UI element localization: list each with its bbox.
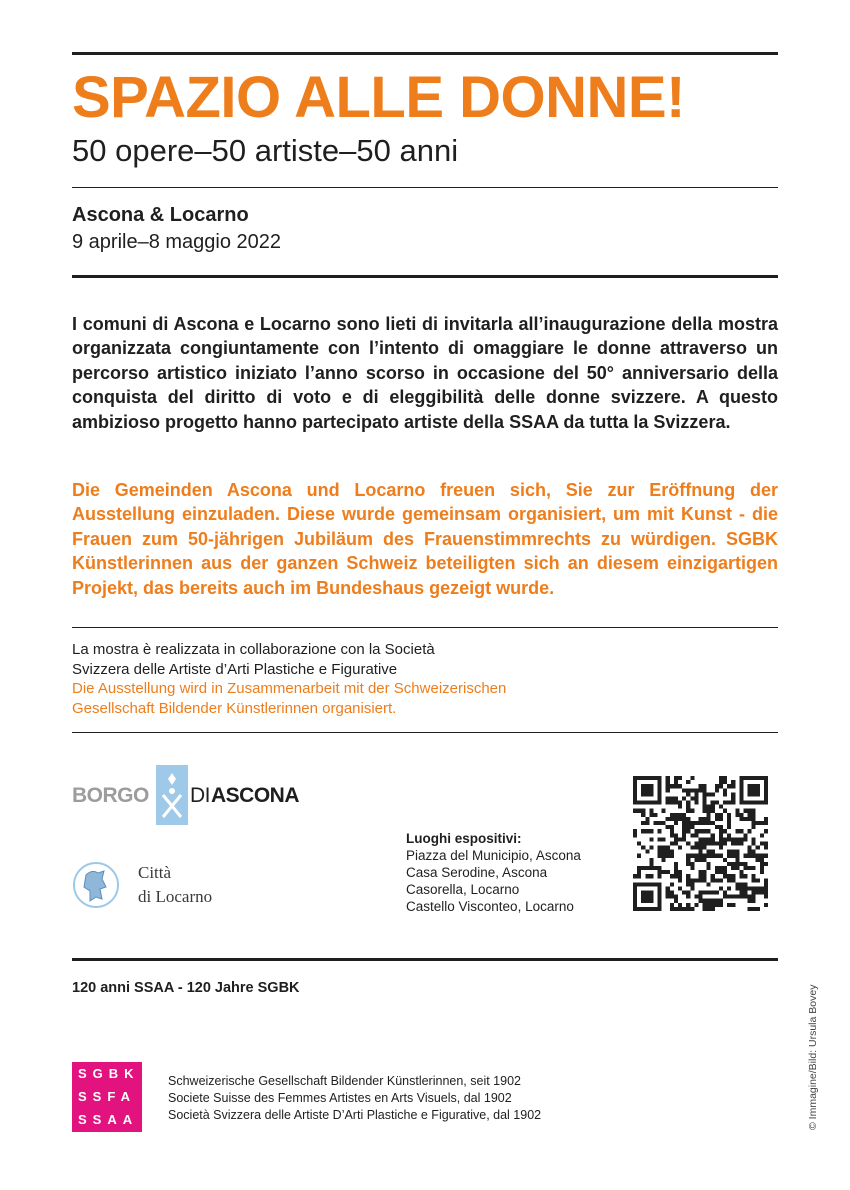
anniversary-line: 120 anni SSAA - 120 Jahre SGBK <box>72 980 300 996</box>
venues-list <box>406 830 581 915</box>
venue-item: Castello Visconteo, Locarno <box>406 899 574 914</box>
intro-german: Die Gemeinden Ascona und Locarno freuen sich, Sie zur Eröffnung der Ausstellung einzuladen. Diese wurde gemeinsam organisiert, um mit Kunst - die Frauen zum 50-jährigen Jubiläum des Frauenstimmrechts zu würdigen. SGBK Künstlerinnen aus der ganzen Schweiz beteiligten sich an diesem einzigartigen Projekt, das bereits auch im Bundeshaus gezeigt wurde. <box>72 480 778 598</box>
collaboration-note <box>72 640 506 718</box>
venue-item: Piazza del Municipio, Ascona <box>406 848 581 863</box>
top-rule <box>72 52 778 55</box>
venues-heading: Luoghi espositivi: <box>406 831 522 846</box>
locarno-line: di Locarno <box>138 887 213 906</box>
borgo-di-ascona-logo <box>72 765 312 825</box>
venue-item: Casorella, Locarno <box>406 882 520 897</box>
divider <box>72 627 778 628</box>
ascona-crest-icon <box>156 765 188 825</box>
sgbk-ssfa-ssaa-logo <box>72 1062 142 1132</box>
collab-de-line: Die Ausstellung wird in Zusammenarbeit mit der Schweizerischen <box>72 680 507 697</box>
logo-row: SGBK <box>78 1066 140 1081</box>
logo-text-di: DI <box>190 784 210 807</box>
org-line: Societe Suisse des Femmes Artistes en Arts Visuels, dal 1902 <box>168 1091 512 1105</box>
qr-code-icon[interactable] <box>633 776 768 916</box>
page-subtitle: 50 opere–50 artiste–50 anni <box>72 133 459 168</box>
logo-text-ascona: ASCONA <box>211 784 300 807</box>
collab-it-line: Svizzera delle Artiste d’Arti Plastiche e Figurative <box>72 660 398 678</box>
event-place: Ascona & Locarno <box>72 204 249 226</box>
org-line: Schweizerische Gesellschaft Bildender Künstlerinnen, seit 1902 <box>168 1074 521 1088</box>
image-credit: © Immagine/Bild: Ursula Bovey <box>807 984 819 1130</box>
locarno-lion-icon <box>72 859 120 916</box>
event-dates: 9 aprile–8 maggio 2022 <box>72 231 282 253</box>
collab-de-line: Gesellschaft Bildender Künstlerinnen organisiert. <box>72 699 397 717</box>
logo-text-borgo: BORGO <box>72 784 149 807</box>
divider <box>72 958 778 961</box>
citta-di-locarno-logo <box>72 855 292 919</box>
venue-item: Casa Serodine, Ascona <box>406 865 548 880</box>
logo-row: SSAA <box>78 1112 139 1127</box>
organization-names <box>168 1073 541 1124</box>
divider <box>72 732 778 733</box>
logo-row: SSFA <box>78 1089 136 1104</box>
page-title: SPAZIO ALLE DONNE! <box>72 65 685 130</box>
divider <box>72 187 778 188</box>
intro-italian: I comuni di Ascona e Locarno sono lieti di invitarla all’inaugurazione della mostra organizzata congiuntamente con l’intento di omaggiare le donne attraverso un percorso artistico iniziato l’anno scorso in occasione del 50° anniversario della conquista del diritto di voto e di eleggibilità delle donne svizzere. A questo ambizioso progetto hanno partecipato artiste della SSAA da tutta la Svizzera. <box>72 314 778 432</box>
org-line: Società Svizzera delle Artiste D’Arti Plastiche e Figurative, dal 1902 <box>168 1108 542 1122</box>
collab-it-line: La mostra è realizzata in collaborazione con la Società <box>72 641 435 658</box>
divider <box>72 275 778 278</box>
locarno-line: Città <box>138 863 172 882</box>
